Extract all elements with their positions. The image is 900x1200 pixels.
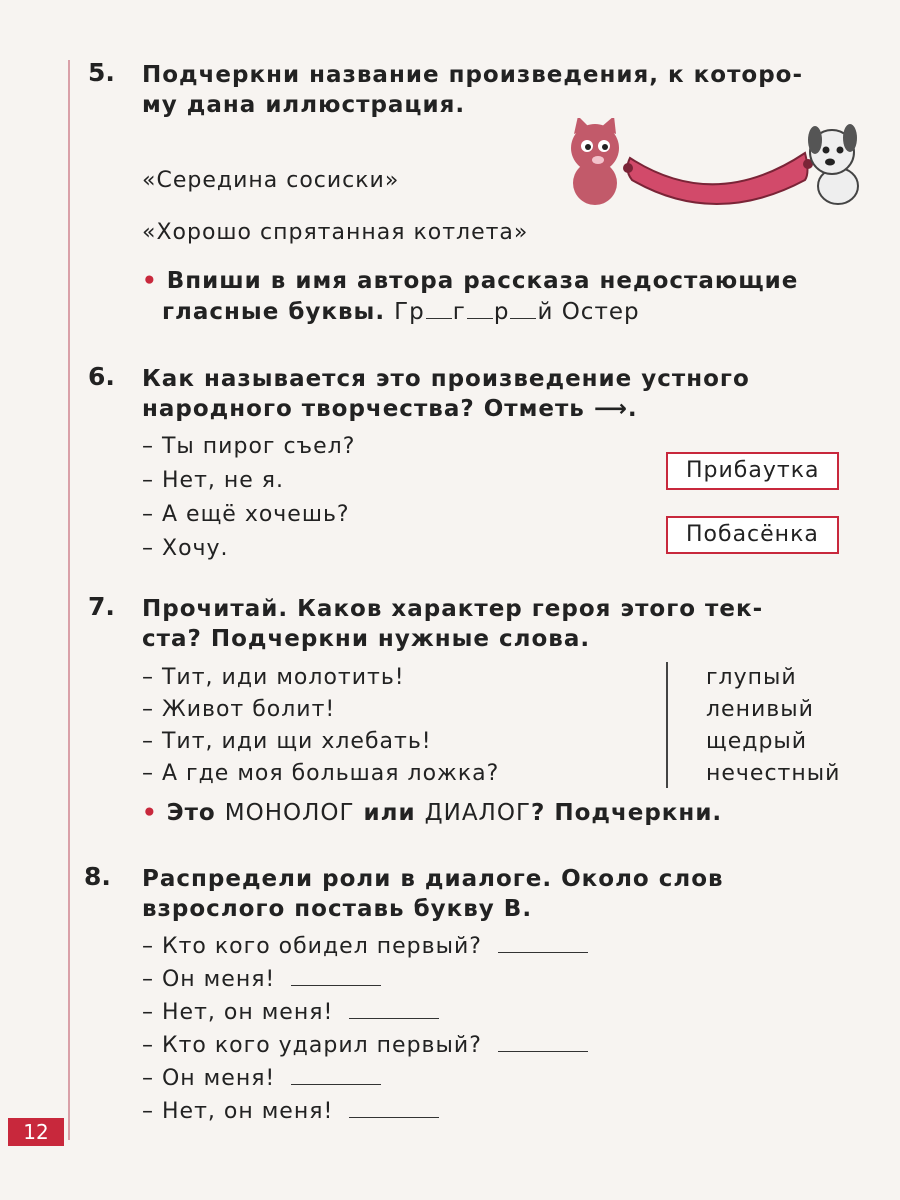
illustration-svg (560, 118, 870, 208)
author-part-3: р (493, 299, 510, 325)
task5-option-2[interactable]: «Хорошо спрятанная котлета» (142, 220, 529, 245)
task7-line: – Тит, иди щи хлебать! (142, 729, 432, 754)
task6-line: – Хочу. (142, 536, 229, 561)
author-blank-1[interactable] (426, 296, 452, 319)
bullet-icon: • (142, 800, 158, 826)
task5-question (142, 60, 882, 120)
task8-line: – Он меня! (142, 1066, 276, 1091)
task7-sub-suffix: ? Подчеркни. (530, 800, 723, 826)
task7-sub-prefix: Это (166, 800, 216, 826)
task8-line: – Нет, он меня! (142, 1099, 334, 1124)
answer-blank[interactable] (291, 1062, 381, 1085)
author-blank-2[interactable] (467, 296, 493, 319)
task8-question-line2: взрослого поставь букву В. (142, 896, 533, 922)
task8-row (142, 963, 588, 996)
choice-box-pobasenka[interactable]: Побасёнка (666, 516, 839, 554)
task7-line: – А где моя большая ложка? (142, 761, 500, 786)
trait-word[interactable]: ленивый (706, 697, 814, 722)
task7-subtask (142, 798, 722, 828)
page-number: 12 (8, 1118, 64, 1146)
cat-icon (571, 118, 619, 205)
author-part-2: г (452, 299, 466, 325)
task7-line: – Тит, иди молотить! (142, 665, 405, 690)
task5-question-line2: му дана иллюстрация. (142, 92, 466, 118)
task5-sub-line2: гласные буквы. (162, 299, 386, 325)
task7-number: 7. (88, 592, 115, 621)
illustration-cat-dog-sausage (560, 118, 870, 212)
author-blank-3[interactable] (510, 296, 536, 319)
trait-word[interactable]: глупый (706, 665, 797, 690)
dog-icon (808, 124, 858, 204)
task6-line: – Ты пирог съел? (142, 434, 356, 459)
task6-dialogue (142, 430, 355, 566)
task8-line: – Нет, он меня! (142, 1000, 334, 1025)
author-part-1: Гр (394, 299, 425, 325)
answer-blank[interactable] (498, 930, 588, 953)
task8-row (142, 1029, 588, 1062)
task7-question-line2: ста? Подчеркни нужные слова. (142, 626, 591, 652)
task7-line: – Живот болит! (142, 697, 336, 722)
task8-number: 8. (84, 862, 111, 891)
task8-row (142, 996, 588, 1029)
task7-question-line1: Прочитай. Каков характер героя этого тек- (142, 596, 764, 622)
author-name (394, 299, 640, 325)
answer-blank[interactable] (349, 996, 439, 1019)
task5-question-line1: Подчеркни название произведения, к которо- (142, 62, 804, 88)
author-part-4: й Остер (537, 299, 640, 325)
task5-option-1[interactable]: «Середина сосиски» (142, 168, 400, 193)
divider-line (666, 662, 668, 788)
arrow-icon: ⟶. (593, 396, 638, 422)
task7-dialogue (142, 662, 499, 790)
answer-blank[interactable] (291, 963, 381, 986)
trait-list (706, 662, 840, 790)
task5-sub-line1: Впиши в имя автора рассказа недостающие (166, 268, 799, 294)
task8-dialogue (142, 930, 588, 1128)
task8-question-line1: Распредели роли в диалоге. Около слов (142, 866, 724, 892)
choice-box-pribautka[interactable]: Прибаутка (666, 452, 839, 490)
answer-blank[interactable] (349, 1095, 439, 1118)
task6-question-line2: народного творчества? Отметь (142, 396, 585, 422)
task5-number: 5. (88, 58, 115, 87)
task6-number: 6. (88, 362, 115, 391)
margin-line (68, 60, 70, 1140)
task6-question (142, 364, 882, 424)
trait-word[interactable]: щедрый (706, 729, 808, 754)
word-monolog[interactable]: МОНОЛОГ (224, 800, 355, 826)
task7-sub-mid: или (363, 800, 416, 826)
word-dialog[interactable]: ДИАЛОГ (424, 800, 531, 826)
task6-question-line1: Как называется это произведение устного (142, 366, 750, 392)
task8-row (142, 930, 588, 963)
task8-line: – Кто кого обидел первый? (142, 934, 482, 959)
sausage-icon (623, 153, 813, 204)
bullet-icon: • (142, 268, 158, 294)
task8-line: – Кто кого ударил первый? (142, 1033, 482, 1058)
answer-blank[interactable] (498, 1029, 588, 1052)
task8-question (142, 864, 882, 924)
task8-row (142, 1095, 588, 1128)
task6-line: – А ещё хочешь? (142, 502, 350, 527)
task5-subtask (142, 266, 882, 327)
task7-question (142, 594, 882, 654)
task8-row (142, 1062, 588, 1095)
trait-word[interactable]: нечестный (706, 761, 841, 786)
task8-line: – Он меня! (142, 967, 276, 992)
task6-line: – Нет, не я. (142, 468, 285, 493)
